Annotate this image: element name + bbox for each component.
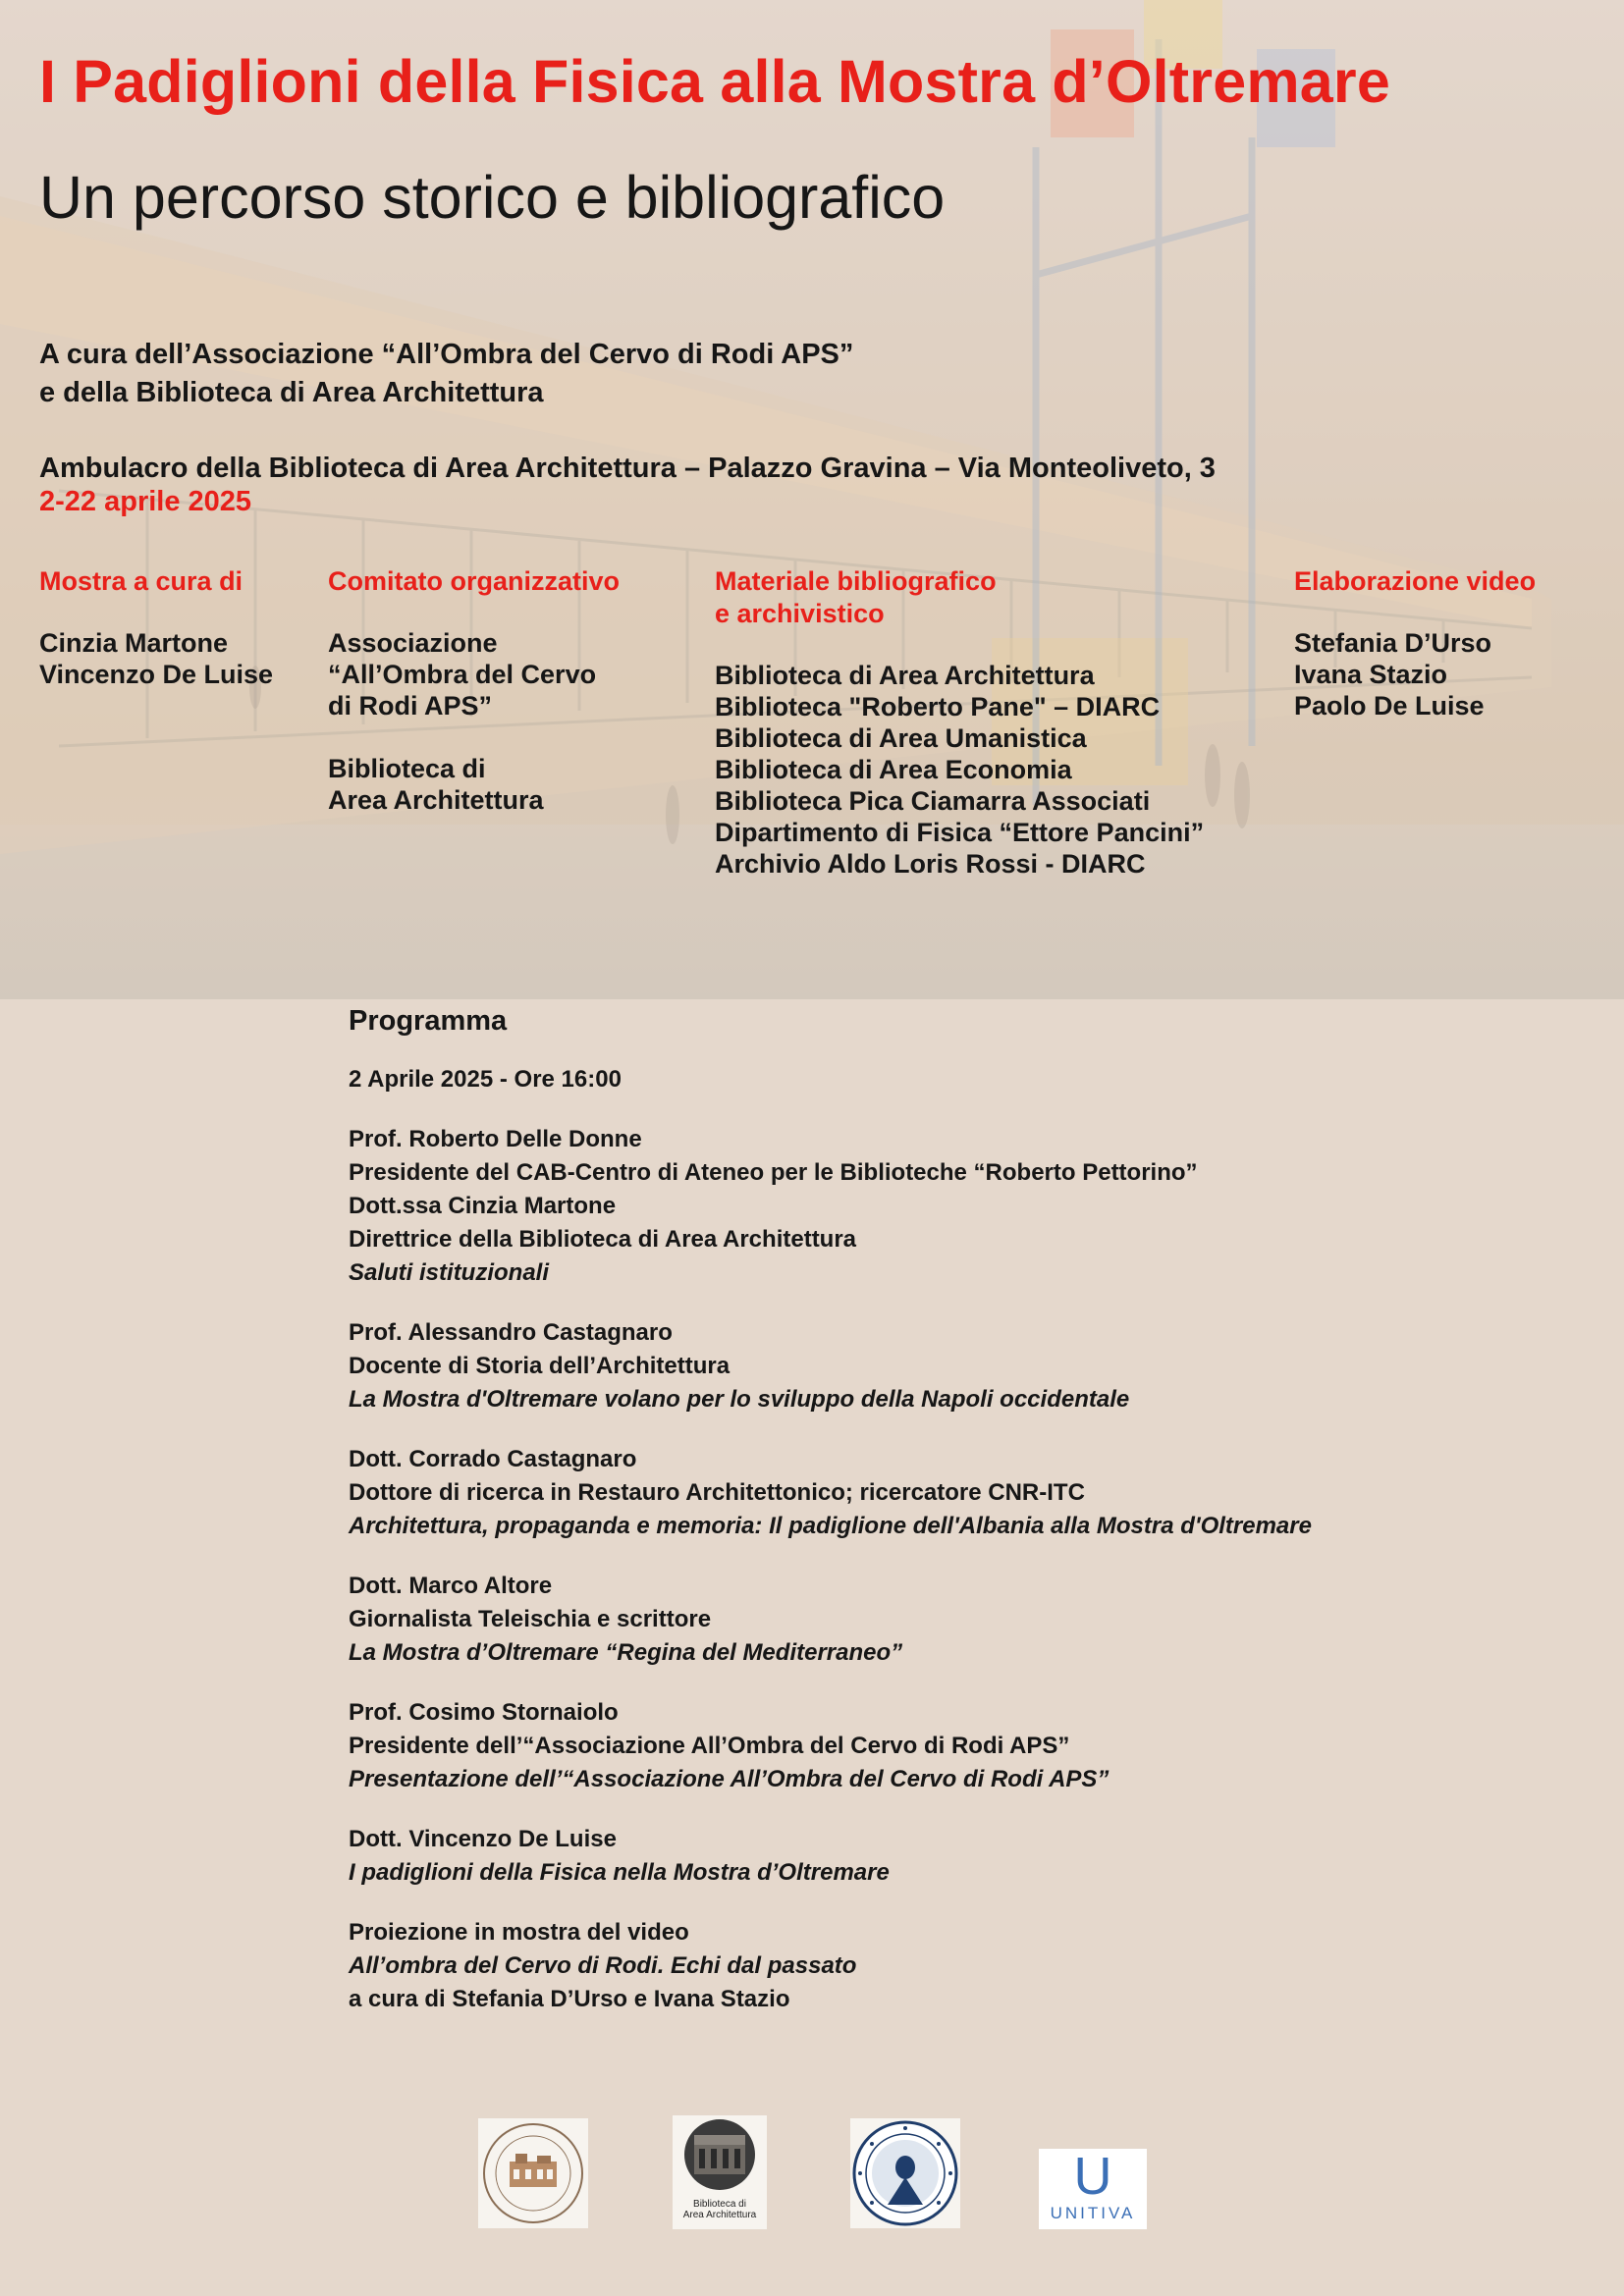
library-building-icon: [673, 2115, 767, 2194]
talk-title: Presentazione dell’“Associazione All’Ombra del Cervo di Rodi APS”: [349, 1766, 1110, 1792]
credit-name: Biblioteca di Area Architettura: [715, 661, 1095, 690]
credits-column-materials: [715, 565, 1204, 880]
credit-name: Associazione: [328, 628, 498, 658]
programme-item: [349, 1570, 1527, 1670]
programme-line: Presidente del CAB-Centro di Ateneo per le Biblioteche “Roberto Pettorino”: [349, 1159, 1198, 1186]
curated-by: [39, 336, 853, 412]
programme-line: a cura di Stefania D’Urso e Ivana Stazio: [349, 1986, 790, 2012]
credit-name: Biblioteca di Area Economia: [715, 755, 1072, 784]
programme-line: Prof. Roberto Delle Donne: [349, 1126, 642, 1152]
programme-line: Prof. Cosimo Stornaiolo: [349, 1699, 619, 1726]
credit-name: Biblioteca di Area Umanistica: [715, 723, 1087, 753]
programme-line: Giornalista Teleischia e scrittore: [349, 1606, 712, 1632]
programme-line: Direttrice della Biblioteca di Area Architettura: [349, 1226, 857, 1253]
curated-by-line: e della Biblioteca di Area Architettura: [39, 377, 544, 408]
talk-title: Architettura, propaganda e memoria: Il padiglione dell'Albania alla Mostra d'Oltremare: [349, 1513, 1312, 1539]
exhibition-dates: 2-22 aprile 2025: [39, 486, 252, 517]
credit-name: di Rodi APS”: [328, 691, 492, 721]
programme-list: [349, 1123, 1527, 2016]
library-logo-label: Biblioteca di: [693, 2199, 746, 2210]
university-seal-logo: [850, 2118, 960, 2228]
credit-name: Area Architettura: [328, 785, 544, 815]
credit-name: “All’Ombra del Cervo: [328, 660, 597, 689]
programme-item: [349, 1443, 1527, 1543]
column-heading: Mostra a cura di: [39, 566, 244, 596]
talk-title: La Mostra d'Oltremare volano per lo sviluppo della Napoli occidentale: [349, 1386, 1130, 1413]
logo-bar: [0, 2115, 1624, 2233]
programme-line: Presidente dell’“Associazione All’Ombra del Cervo di Rodi APS”: [349, 1733, 1070, 1759]
curated-by-line: A cura dell’Associazione “All’Ombra del Cervo di Rodi APS”: [39, 339, 854, 370]
talk-title: Saluti istituzionali: [349, 1259, 550, 1286]
credit-name: Archivio Aldo Loris Rossi - DIARC: [715, 849, 1146, 879]
unitiva-logo: [1039, 2149, 1147, 2229]
credit-name: Ivana Stazio: [1294, 660, 1448, 689]
programme-item: [349, 1823, 1527, 1890]
cervo-di-rodi-logo: [478, 2118, 588, 2228]
unitiva-label: UNITIVA: [1050, 2204, 1136, 2222]
talk-title: All’ombra del Cervo di Rodi. Echi dal passato: [349, 1952, 857, 1979]
programme-line: Dott. Corrado Castagnaro: [349, 1446, 637, 1472]
venue-address: Ambulacro della Biblioteca di Area Architettura – Palazzo Gravina – Via Monteoliveto, 3: [39, 453, 1216, 484]
programme-date: 2 Aprile 2025 - Ore 16:00: [349, 1066, 622, 1093]
credits-column-committee: [328, 565, 620, 816]
credit-name: Cinzia Martone: [39, 628, 229, 658]
programme-item: [349, 1123, 1527, 1290]
programme-line: Dott.ssa Cinzia Martone: [349, 1193, 617, 1219]
talk-title: I padiglioni della Fisica nella Mostra d’Oltremare: [349, 1859, 890, 1886]
programme-line: Dott. Marco Altore: [349, 1573, 553, 1599]
programme-item: [349, 1316, 1527, 1416]
credit-name: Dipartimento di Fisica “Ettore Pancini”: [715, 818, 1205, 847]
credits-column-video: [1294, 565, 1536, 721]
programme-line: Proiezione in mostra del video: [349, 1919, 689, 1946]
talk-title: La Mostra d’Oltremare “Regina del Mediterraneo”: [349, 1639, 903, 1666]
column-heading: Comitato organizzativo: [328, 566, 621, 596]
credit-name: Vincenzo De Luise: [39, 660, 274, 689]
credit-name: Biblioteca Pica Ciamarra Associati: [715, 786, 1151, 816]
library-logo: [673, 2115, 767, 2229]
credits-column-curators: [39, 565, 273, 690]
programme-item: [349, 1916, 1527, 2016]
unitiva-u-icon: U: [1073, 2147, 1112, 2206]
programme: [349, 1005, 1527, 2016]
programme-line: Docente di Storia dell’Architettura: [349, 1353, 731, 1379]
credit-name: Stefania D’Urso: [1294, 628, 1492, 658]
programme-heading: Programma: [349, 1005, 508, 1037]
column-heading: Elaborazione video: [1294, 566, 1537, 596]
programme-line: Dottore di ricerca in Restauro Architettonico; ricercatore CNR-ITC: [349, 1479, 1085, 1506]
page-title: I Padiglioni della Fisica alla Mostra d’Oltremare: [39, 48, 1390, 115]
column-heading: e archivistico: [715, 599, 885, 628]
programme-line: Dott. Vincenzo De Luise: [349, 1826, 617, 1852]
column-heading: Materiale bibliografico: [715, 566, 997, 596]
credit-name: Biblioteca di: [328, 754, 486, 783]
library-logo-label: Area Architettura: [682, 2210, 757, 2220]
programme-item: [349, 1696, 1527, 1796]
credit-name: Paolo De Luise: [1294, 691, 1485, 721]
page-subtitle: Un percorso storico e bibliografico: [39, 164, 946, 231]
programme-line: Prof. Alessandro Castagnaro: [349, 1319, 673, 1346]
credit-name: Biblioteca "Roberto Pane" – DIARC: [715, 692, 1161, 721]
